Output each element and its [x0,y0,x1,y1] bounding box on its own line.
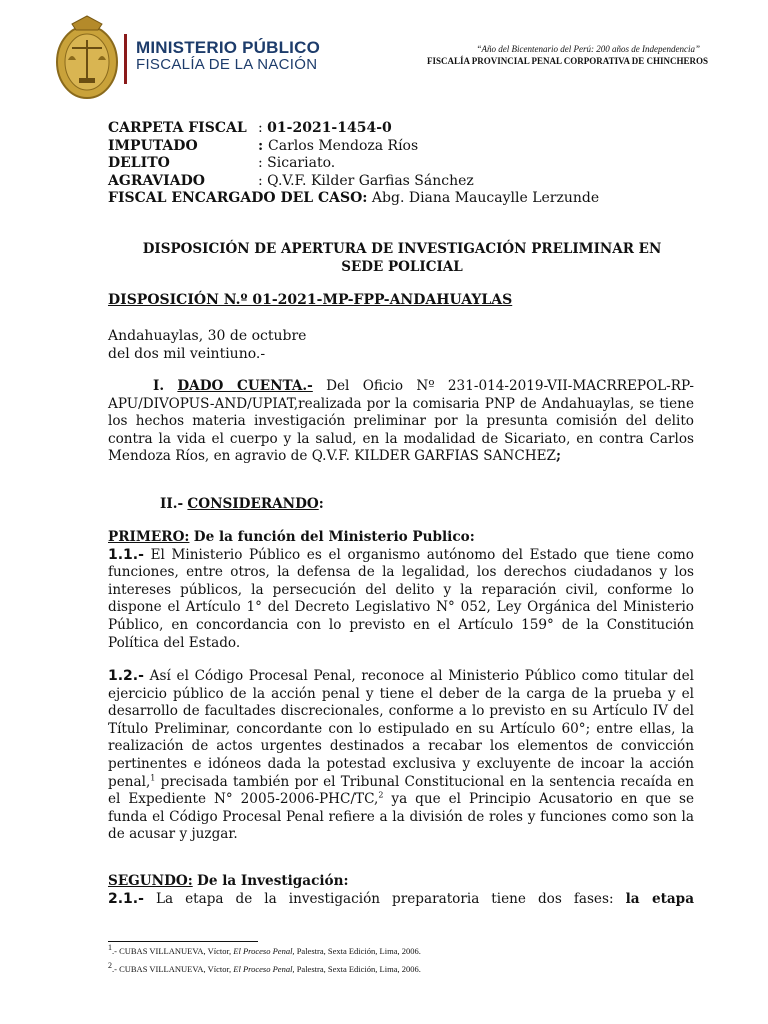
segundo-heading-row [108,873,694,891]
paragraph-1-2-text-b: precisada también por el Tribunal Constitucional en la sentencia recaída en el Expediente N° 2005-2006-PHC/TC, [108,773,694,808]
section-1-heading: DADO CUENTA.- [177,378,313,394]
org-subname: FISCALÍA DE LA NACIÓN [136,56,318,73]
delito-row: DELITO : Sicariato. [108,155,336,171]
segundo-heading: De la Investigación: [197,873,349,889]
delito-label: DELITO [108,155,170,171]
carpeta-row: CARPETA FISCAL : 01-2021-1454-0 [108,120,392,136]
agraviado-value: Q.V.F. Kilder Garfias Sánchez [267,172,474,189]
place-date-line-2: del dos mil veintiuno.- [108,346,266,362]
place-date [108,327,306,363]
primero-label: PRIMERO: [108,529,190,545]
segundo-block [108,873,694,908]
primero-block [108,529,694,652]
delito-value: Sicariato. [267,155,336,171]
section-1-number: I. [153,378,165,394]
org-name: MINISTERIO PÚBLICO [136,38,320,57]
paragraph-1-2-text-c: ya que el Principio Acusatorio en que se funda el Código Procesal Penal refiere a la división de roles y funciones como son la de acusar y juzgar. [108,791,694,843]
letterhead [52,14,708,104]
place-date-line-1: Andahuaylas, 30 de octubre [108,328,307,344]
document-title [108,240,696,276]
imputado-row: IMPUTADO : Carlos Mendoza Ríos [108,137,419,154]
footnote-ref-2[interactable]: 2 [378,790,384,800]
footnote-separator [108,941,258,942]
footnote-1-title: El Proceso Penal, [233,946,295,956]
logo-divider [124,34,127,84]
fiscal-label: FISCAL ENCARGADO DEL CASO: [108,190,368,206]
section-1-text: Del Oficio Nº 231-014-2019-VII-MACRREPOL-RP-APU/DIVOPUS-AND/UPIAT,realizada por la comisaria PNP de Andahuaylas, se tiene los hechos materia investigación preliminar por la presunta comisión del delito contra la vida el cuerpo y la salud, en la modalidad de Sicariato, en contra Carlos Mendoza Ríos, en agravio de Q.V.F. KILDER GARFIAS SANCHEZ [108,378,695,465]
title-line-1: DISPOSICIÓN DE APERTURA DE INVESTIGACIÓN PRELIMINAR EN [142,241,662,257]
section-1-end: ; [555,448,561,465]
paragraph-2-1-text: La etapa de la investigación preparatoria tiene dos fases: [155,890,614,907]
section-dado-cuenta [108,378,694,466]
primero-heading: De la función del Ministerio Publico: [193,529,475,545]
agraviado-label: AGRAVIADO [108,172,205,189]
disposition-number: DISPOSICIÓN N.º 01-2021-MP-FPP-ANDAHUAYLAS [108,292,513,308]
office-name: FISCALÍA PROVINCIAL PENAL CORPORATIVA DE CHINCHEROS [427,56,708,66]
section-2-number: II.- [160,496,184,512]
imputado-label: IMPUTADO [108,137,198,154]
footnote-2 [108,961,421,974]
primero-heading-row [108,529,694,547]
fiscal-value: Abg. Diana Maucaylle Lerzunde [371,190,600,206]
footnote-ref-1[interactable]: 1 [150,773,156,783]
title-line-2: SEDE POLICIAL [341,259,463,275]
paragraph-1-1 [108,547,694,653]
paragraph-1-2-number: 1.2.- [108,668,144,684]
paragraph-2-1 [108,891,694,909]
section-2-heading: CONSIDERANDO [187,496,319,512]
paragraph-2-1-bold: la etapa [625,890,694,907]
carpeta-label: CARPETA FISCAL [108,120,247,136]
carpeta-value: 01-2021-1454-0 [267,120,392,136]
footnote-2-suffix: Palestra, Sexta Edición, Lima, 2006. [296,964,421,974]
imputado-value: Carlos Mendoza Ríos [268,137,419,154]
paragraph-1-2-text-a: Así el Código Procesal Penal, reconoce al Ministerio Público como titular del ejercicio público de la acción penal y tiene el deber de la carga de la prueba y el desarrollo de facultades discrecionales, conforme a lo previsto en su Artículo IV del Título Preliminar, concordante con lo estipulado en su Artículo 60°; entre ellas, la realización de actos urgentes destinados a recabar los elementos de convicción pertinentes e idóneos dada la potestad exclusiva y excluyente de incoar la acción penal, [108,668,695,790]
section-considerando [108,496,694,514]
section-2-end: : [318,496,324,512]
segundo-label: SEGUNDO: [108,873,193,889]
paragraph-1-1-text: El Ministerio Público es el organismo autónomo del Estado que tiene como funciones, entre otros, la defensa de la legalidad, los derechos ciudadanos y los intereses públicos, la persecución del delito y la reparación civil, conforme lo dispone el Artículo 1° del Decreto Legislativo N° 052, Ley Orgánica del Ministerio Público, en concordancia con lo previsto en el Artículo 159° de la Constitución Política del Estado. [108,546,694,651]
fiscal-row [108,190,599,208]
footnote-2-mark: 2 [108,961,112,971]
national-seal-icon [52,14,122,104]
paragraph-1-1-number: 1.1.- [108,546,144,563]
case-metadata [108,120,599,208]
agraviado-row: AGRAVIADO : Q.V.F. Kilder Garfias Sánchez [108,172,474,189]
footnote-1 [108,943,421,956]
footnote-1-prefix: .- CUBAS VILLANUEVA, Víctor, [112,946,232,956]
footnote-2-title: El Proceso Penal, [233,964,295,974]
paragraph-2-1-number: 2.1.- [108,890,144,907]
footnote-2-prefix: .- CUBAS VILLANUEVA, Víctor, [112,964,232,974]
year-motto: “Año del Bicentenario del Perú: 200 años de Independencia” [476,44,700,54]
paragraph-1-2 [108,668,694,844]
footnote-1-suffix: Palestra, Sexta Edición, Lima, 2006. [296,946,421,956]
footnote-1-mark: 1 [108,943,112,953]
